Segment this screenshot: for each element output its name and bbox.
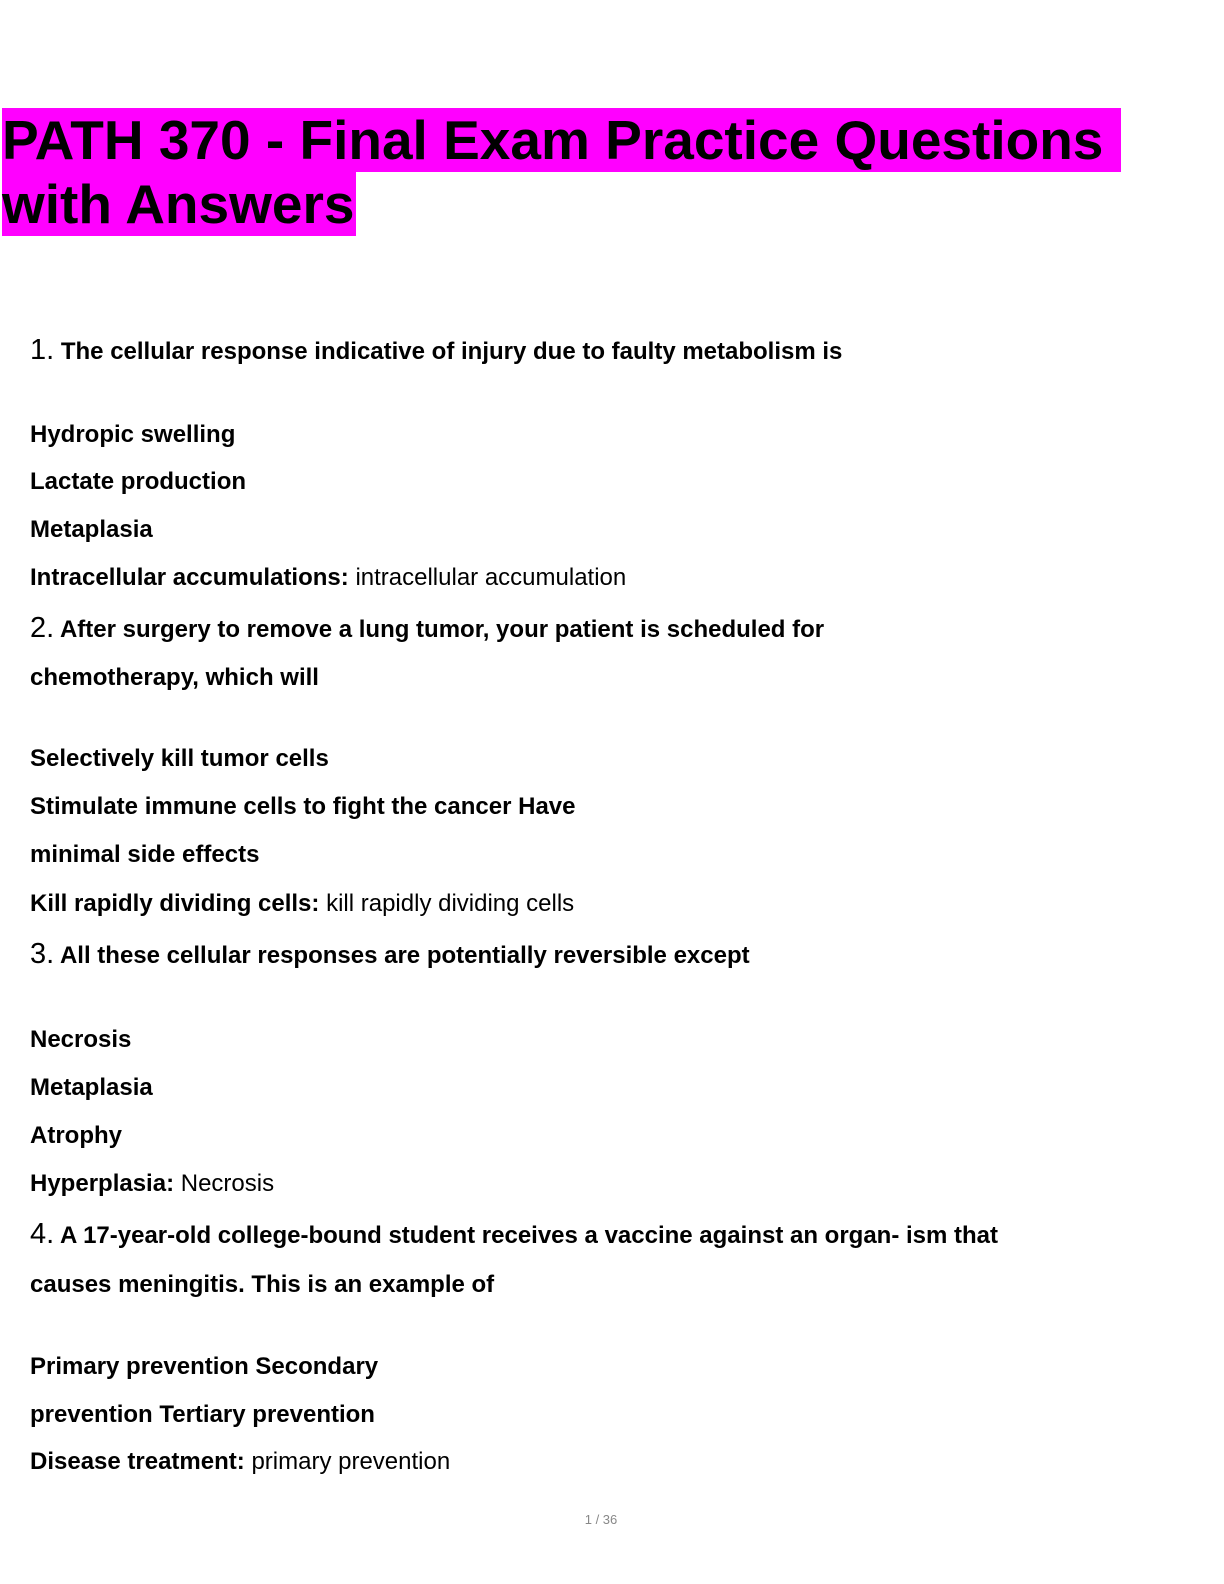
option-line: Metaplasia (30, 1074, 153, 1101)
title-line-1: PATH 370 - Final Exam Practice Questions (2, 108, 1121, 172)
answer-text: kill rapidly dividing cells (326, 890, 575, 917)
option-line: Metaplasia (30, 516, 153, 543)
answer-text: intracellular accumulation (355, 564, 627, 591)
question-1-stem: 1. The cellular response indicative of injury due to faulty metabolism is (30, 334, 843, 366)
question-number: 4. (30, 1218, 55, 1250)
option-line: Stimulate immune cells to fight the cancer Have (30, 793, 576, 820)
option-line: Necrosis (30, 1026, 132, 1053)
answer-text: primary prevention (251, 1448, 451, 1475)
option-line: prevention Tertiary prevention (30, 1401, 375, 1428)
option-line: Lactate production (30, 468, 247, 495)
answer-line: Intracellular accumulations: intracellular accumulation (30, 564, 627, 591)
answer-line: Disease treatment: primary prevention (30, 1448, 451, 1475)
question-3-stem: 3. All these cellular responses are potentially reversible except (30, 938, 750, 970)
question-2-stem: 2. After surgery to remove a lung tumor, your patient is scheduled for (30, 612, 825, 644)
question-4-stem: 4. A 17-year-old college-bound student receives a vaccine against an organ- ism that (30, 1218, 999, 1250)
question-number: 1. (30, 334, 55, 366)
question-stem-continuation: causes meningitis. This is an example of (30, 1271, 495, 1298)
option-line: Hydropic swelling (30, 421, 236, 448)
question-stem-continuation: chemotherapy, which will (30, 664, 319, 691)
page-indicator: 1 / 36 (584, 1512, 618, 1527)
title-line-2: with Answers (2, 173, 355, 235)
option-line: Selectively kill tumor cells (30, 745, 329, 772)
option-line: minimal side effects (30, 841, 260, 868)
question-number: 3. (30, 938, 55, 970)
option-line: Primary prevention Secondary (30, 1353, 379, 1380)
answer-line: Hyperplasia: Necrosis (30, 1170, 275, 1197)
answer-text: Necrosis (180, 1170, 275, 1197)
question-number: 2. (30, 612, 55, 644)
document-title (2, 108, 1182, 236)
option-line: Atrophy (30, 1122, 122, 1149)
answer-line: Kill rapidly dividing cells: kill rapidly dividing cells (30, 890, 575, 917)
